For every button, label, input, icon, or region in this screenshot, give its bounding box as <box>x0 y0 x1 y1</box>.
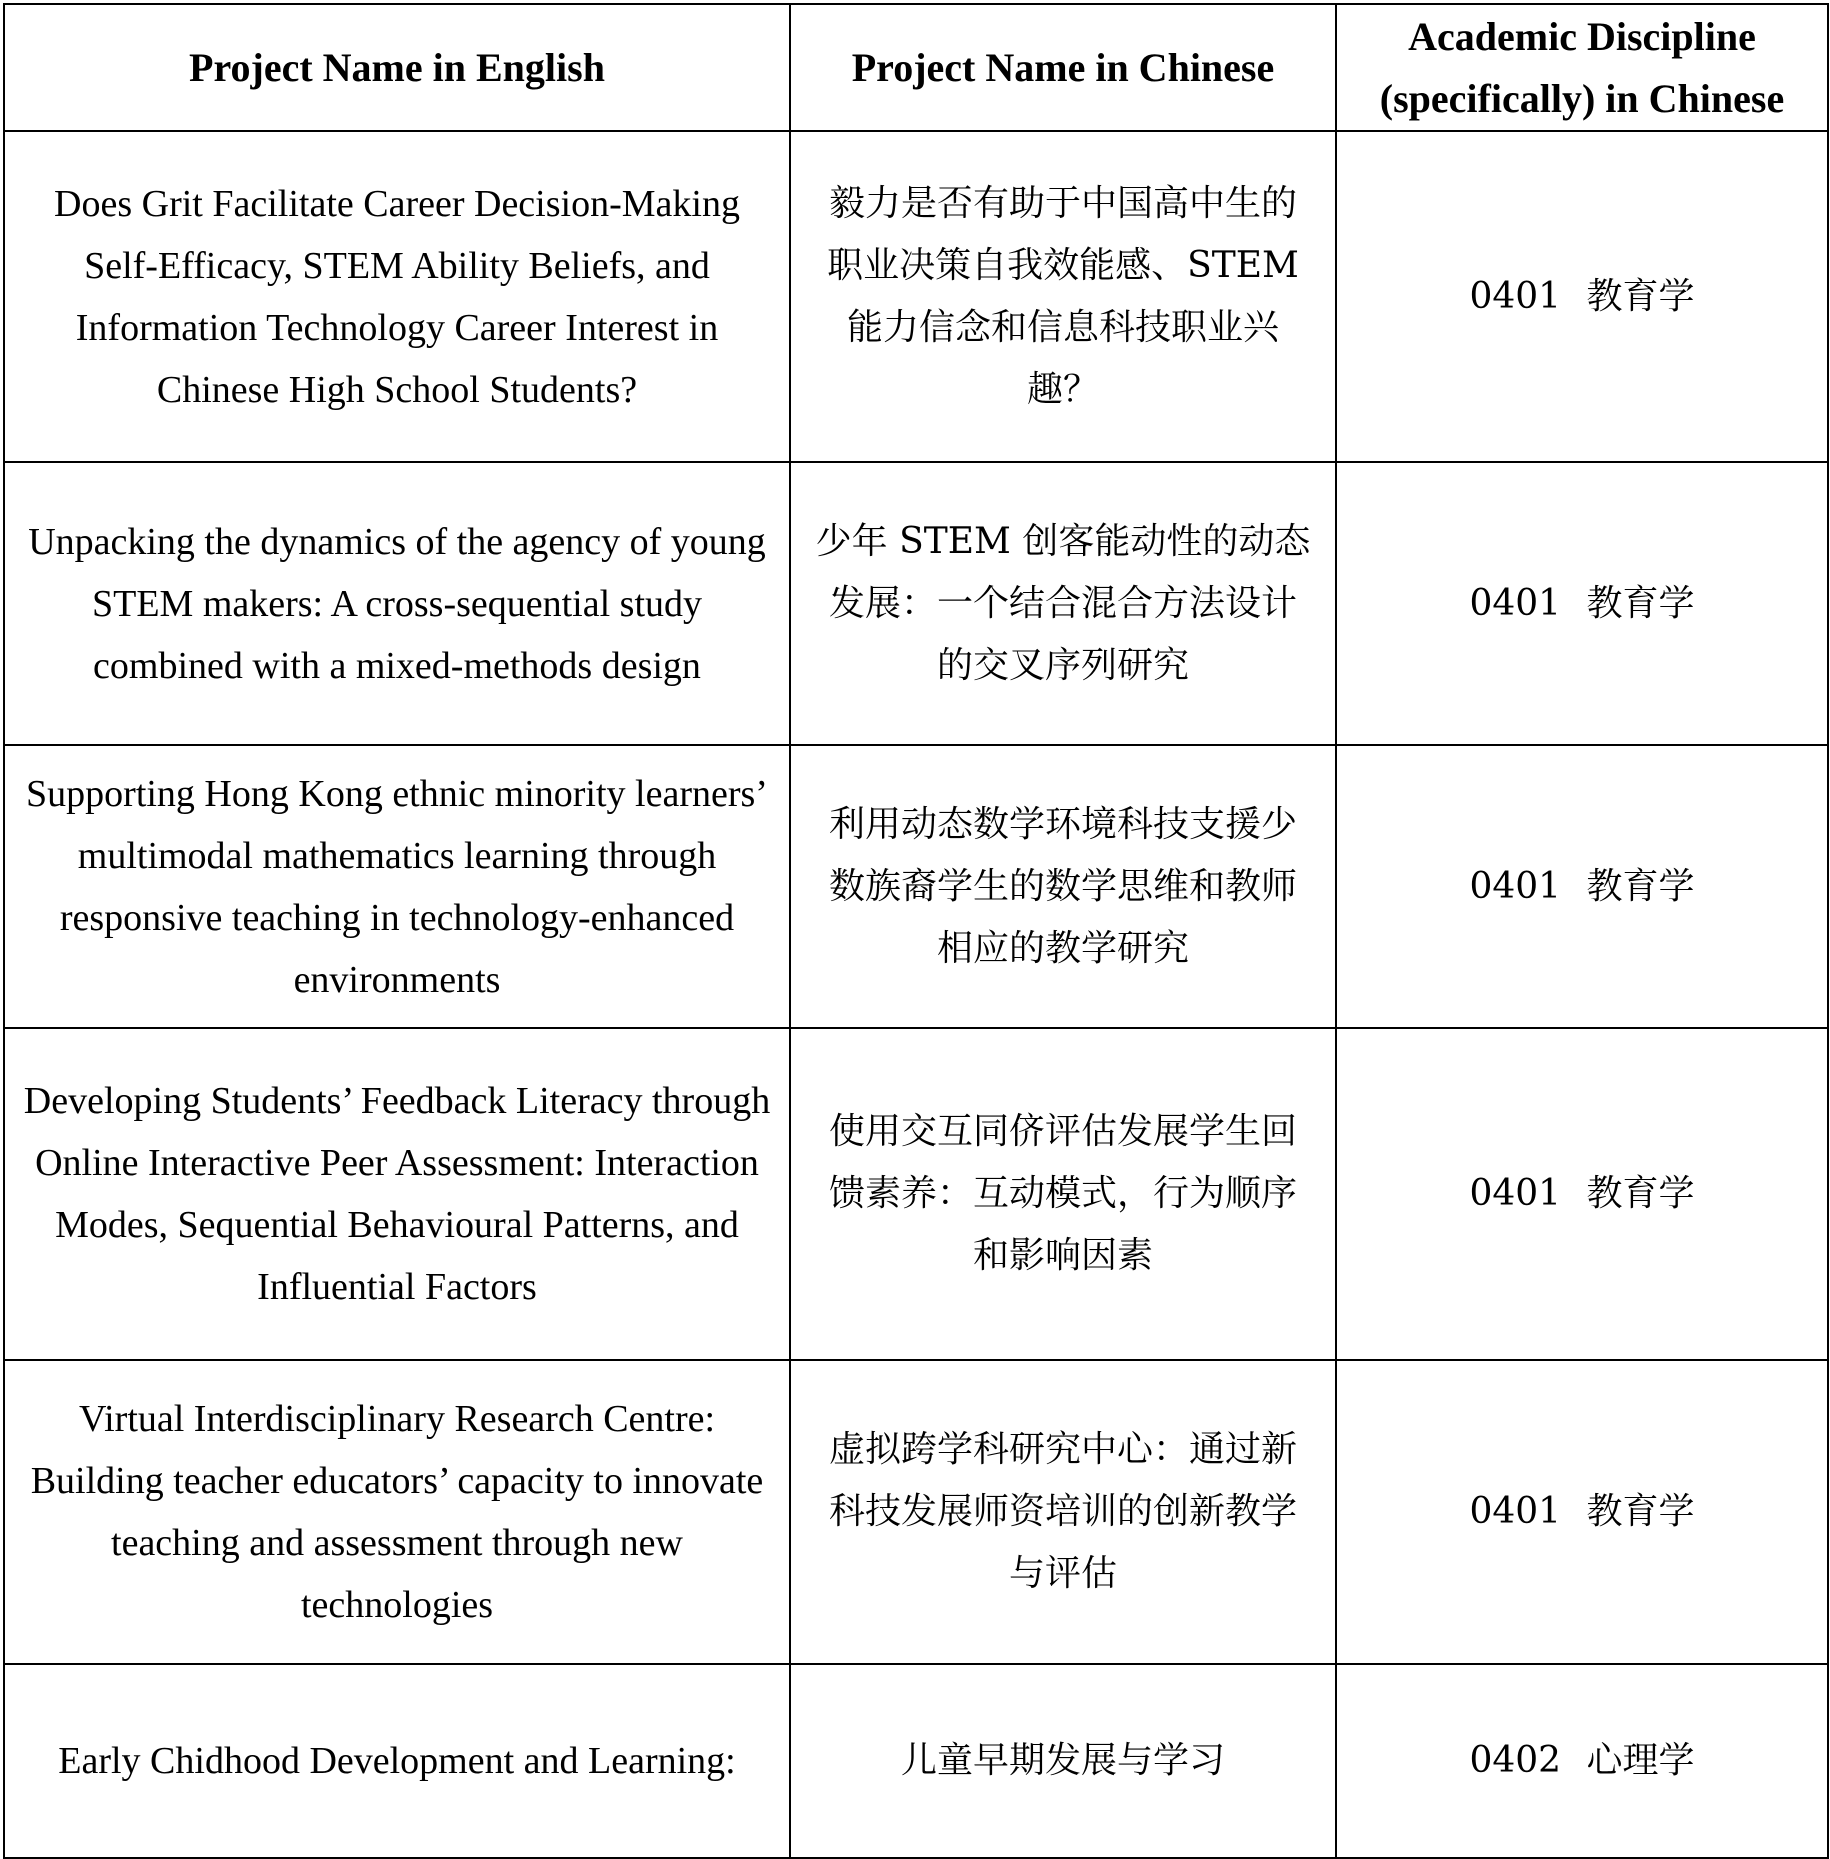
table-row <box>4 1028 1828 1360</box>
cell-chinese-name: 少年 STEM 创客能动性的动态发展：一个结合混合方法设计的交叉序列研究 <box>790 462 1336 745</box>
cell-discipline: 0401 教育学 <box>1336 1028 1828 1360</box>
cell-english-name: Virtual Interdisciplinary Research Centre: Building teacher educators’ capacity to innovate teaching and assessment through new technologies <box>4 1360 790 1664</box>
table-row <box>4 462 1828 745</box>
cell-discipline: 0401 教育学 <box>1336 462 1828 745</box>
header-row <box>4 4 1828 131</box>
header-chinese-name: Project Name in Chinese <box>790 4 1336 131</box>
table-row <box>4 1664 1828 1858</box>
cell-english-name: Early Chidhood Development and Learning: <box>4 1664 790 1858</box>
cell-discipline: 0401 教育学 <box>1336 745 1828 1028</box>
header-academic-discipline: Academic Discipline (specifically) in Chinese <box>1336 4 1828 131</box>
cell-english-name: Developing Students’ Feedback Literacy through Online Interactive Peer Assessment: Interaction Modes, Sequential Behavioural Patterns, and Influential Factors <box>4 1028 790 1360</box>
cell-english-name: Supporting Hong Kong ethnic minority learners’ multimodal mathematics learning through responsive teaching in technology-enhanced environments <box>4 745 790 1028</box>
project-table <box>3 3 1829 1859</box>
cell-discipline: 0401 教育学 <box>1336 1360 1828 1664</box>
cell-english-name: Unpacking the dynamics of the agency of young STEM makers: A cross-sequential study combined with a mixed-methods design <box>4 462 790 745</box>
cell-chinese-name: 使用交互同侪评估发展学生回馈素养：互动模式，行为顺序和影响因素 <box>790 1028 1336 1360</box>
cell-chinese-name: 虚拟跨学科研究中心：通过新科技发展师资培训的创新教学与评估 <box>790 1360 1336 1664</box>
cell-discipline: 0401 教育学 <box>1336 131 1828 462</box>
table-row <box>4 131 1828 462</box>
cell-english-name: Does Grit Facilitate Career Decision-Making Self-Efficacy, STEM Ability Beliefs, and Information Technology Career Interest in Chinese High School Students? <box>4 131 790 462</box>
cell-chinese-name: 利用动态数学环境科技支援少数族裔学生的数学思维和教师相应的教学研究 <box>790 745 1336 1028</box>
table-row <box>4 1360 1828 1664</box>
table-row <box>4 745 1828 1028</box>
cell-chinese-name: 儿童早期发展与学习 <box>790 1664 1336 1858</box>
cell-discipline: 0402 心理学 <box>1336 1664 1828 1858</box>
header-english-name: Project Name in English <box>4 4 790 131</box>
cell-chinese-name: 毅力是否有助于中国高中生的职业决策自我效能感、STEM 能力信念和信息科技职业兴趣？ <box>790 131 1336 462</box>
